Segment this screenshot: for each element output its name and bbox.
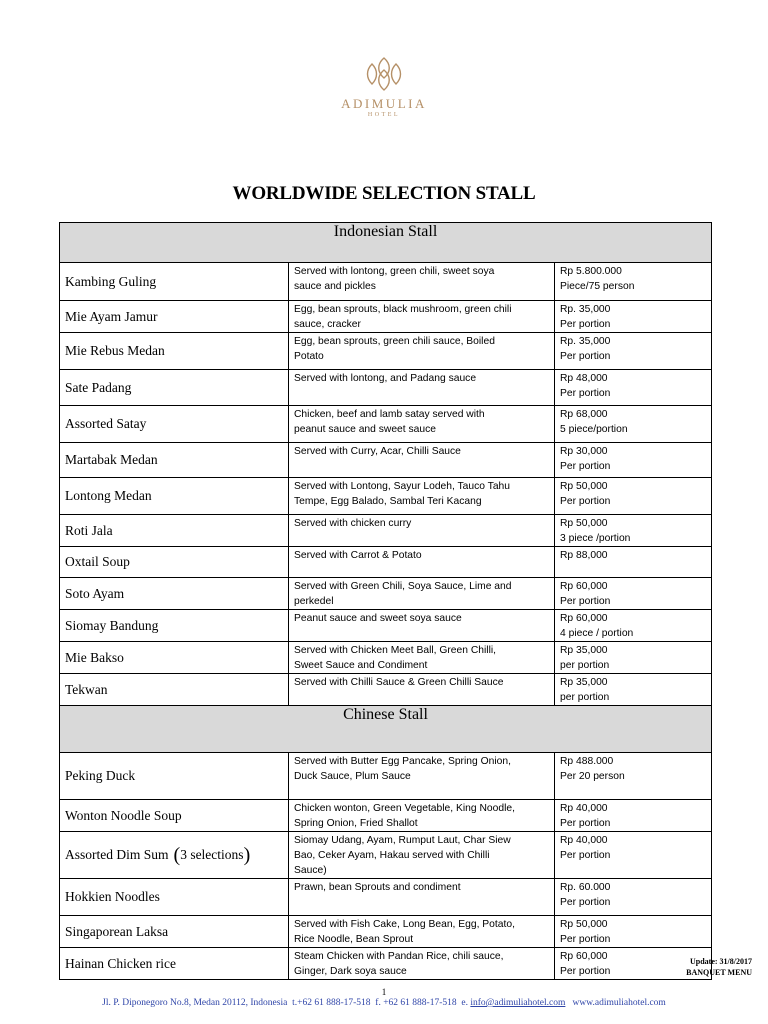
- dish-price-line: Per portion: [560, 897, 611, 908]
- dish-description: [289, 832, 555, 879]
- dish-description-line: peanut sauce and sweet sauce: [294, 424, 436, 435]
- document-type: BANQUET MENU: [686, 968, 752, 977]
- section-header-row: [60, 223, 712, 263]
- dish-price: [555, 333, 712, 370]
- dish-name: [60, 547, 289, 578]
- dish-description-line: Served with Chicken Meet Ball, Green Chilli,: [294, 645, 497, 656]
- dish-price-line: Rp 50,000: [560, 481, 608, 492]
- dish-name: [60, 610, 289, 642]
- dish-price-line: Per portion: [560, 496, 611, 507]
- dish-description: [289, 478, 555, 515]
- dish-price: [555, 674, 712, 706]
- dish-description-line: Spring Onion, Fried Shallot: [294, 818, 418, 829]
- dish-description-line: Served with Green Chili, Soya Sauce, Lime and: [294, 581, 512, 592]
- dish-price: [555, 301, 712, 333]
- dish-name: [60, 753, 289, 800]
- dish-name-text: Wonton Noodle Soup: [65, 807, 182, 823]
- dish-price-line: Rp. 35,000: [560, 304, 611, 315]
- menu-item-row: [60, 674, 712, 706]
- dish-name-text: Mie Bakso: [65, 649, 124, 665]
- dish-price-line: Per portion: [560, 966, 611, 977]
- dish-description: [289, 879, 555, 916]
- dish-price-line: Rp 5.800.000: [560, 266, 622, 277]
- dish-description-line: Bao, Ceker Ayam, Hakau served with Chilli: [294, 850, 490, 861]
- dish-description-line: Served with lontong, green chili, sweet soya: [294, 266, 495, 277]
- dish-name: [60, 642, 289, 674]
- dish-name-text: Lontong Medan: [65, 488, 152, 503]
- dish-price-line: Rp 60,000: [560, 613, 608, 624]
- menu-item-row: [60, 642, 712, 674]
- dish-description-line: Sweet Sauce and Condiment: [294, 660, 428, 671]
- menu-item-row: [60, 263, 712, 301]
- dish-price-line: Rp. 60.000: [560, 882, 611, 893]
- dish-name-text: Martabak Medan: [65, 452, 158, 467]
- dish-name-text: Sate Padang: [65, 379, 132, 395]
- dish-description: [289, 948, 555, 980]
- dish-description: [289, 547, 555, 578]
- menu-item-row: [60, 478, 712, 515]
- dish-price: [555, 642, 712, 674]
- dish-description: [289, 800, 555, 832]
- dish-price-line: 4 piece / portion: [560, 628, 634, 639]
- menu-item-row: [60, 879, 712, 916]
- dish-price-line: Per portion: [560, 596, 611, 607]
- dish-price-line: Rp 30,000: [560, 446, 608, 457]
- dish-description-line: Duck Sauce, Plum Sauce: [294, 771, 411, 782]
- dish-description: [289, 515, 555, 547]
- footer-website-link[interactable]: www.adimuliahotel.com: [572, 998, 666, 1008]
- section-title: Chinese Stall: [60, 706, 712, 753]
- dish-price: [555, 478, 712, 515]
- dish-description: [289, 674, 555, 706]
- hotel-logo: [334, 54, 434, 118]
- dish-name: [60, 515, 289, 547]
- page-number: 1: [381, 987, 387, 997]
- dish-name-extra: (3 selections): [168, 844, 251, 866]
- dish-price: [555, 879, 712, 916]
- dish-description-line: Served with chicken curry: [294, 518, 412, 529]
- dish-description-line: Egg, bean sprouts, black mushroom, green chili: [294, 304, 512, 315]
- dish-price-line: per portion: [560, 660, 610, 671]
- dish-name-text: Mie Ayam Jamur: [65, 308, 158, 324]
- dish-name-text: Peking Duck: [65, 768, 136, 783]
- dish-price-line: per portion: [560, 692, 610, 703]
- dish-price-line: Rp 48,000: [560, 373, 608, 384]
- dish-price: [555, 515, 712, 547]
- dish-description-line: Peanut sauce and sweet soya sauce: [294, 613, 462, 624]
- dish-description: [289, 916, 555, 948]
- dish-price: [555, 916, 712, 948]
- dish-price: [555, 370, 712, 406]
- dish-description-line: Tempe, Egg Balado, Sambal Teri Kacang: [294, 496, 482, 507]
- dish-name-text: Soto Ayam: [65, 585, 125, 601]
- dish-description-line: Served with Butter Egg Pancake, Spring Onion,: [294, 756, 511, 767]
- dish-description: [289, 370, 555, 406]
- dish-price: [555, 547, 712, 578]
- dish-name: [60, 800, 289, 832]
- footer: [0, 998, 768, 1008]
- dish-description: [289, 642, 555, 674]
- dish-name: [60, 832, 289, 879]
- dish-price-line: Rp. 35,000: [560, 336, 611, 347]
- dish-description-line: Siomay Udang, Ayam, Rumput Laut, Char Siew: [294, 835, 511, 846]
- dish-description-line: Sauce): [294, 865, 327, 876]
- menu-item-row: [60, 370, 712, 406]
- dish-name-text: Assorted Satay: [65, 416, 147, 431]
- footer-address: Jl. P. Diponegoro No.8, Medan 20112, Indonesia: [102, 998, 288, 1008]
- footer-phone: t.+62 61 888-17-518: [292, 998, 371, 1008]
- dish-name-text: Mie Rebus Medan: [65, 343, 165, 358]
- dish-name-text: Hokkien Noodles: [65, 889, 160, 904]
- dish-name: [60, 879, 289, 916]
- dish-price-line: Rp 88,000: [560, 550, 608, 561]
- dish-description-line: Prawn, bean Sprouts and condiment: [294, 882, 461, 893]
- dish-price-line: Rp 35,000: [560, 645, 608, 656]
- dish-description-line: Egg, bean sprouts, green chili sauce, Boiled: [294, 336, 495, 347]
- dish-price: [555, 800, 712, 832]
- page-title: WORLDWIDE SELECTION STALL: [232, 183, 536, 204]
- brand-subtitle: HOTEL: [367, 112, 401, 118]
- dish-description-line: Ginger, Dark soya sauce: [294, 966, 407, 977]
- dish-description-line: Chicken wonton, Green Vegetable, King Noodle,: [294, 803, 515, 814]
- dish-price-line: Per portion: [560, 934, 611, 945]
- section-header-row: [60, 706, 712, 753]
- dish-price-line: 5 piece/portion: [560, 424, 628, 435]
- dish-price-line: Piece/75 person: [560, 281, 635, 292]
- dish-name-text: Singaporean Laksa: [65, 923, 169, 939]
- footer-fax: f. +62 61 888-17-518: [375, 998, 457, 1008]
- menu-item-row: [60, 832, 712, 879]
- dish-description: [289, 301, 555, 333]
- dish-price-line: Per portion: [560, 461, 611, 472]
- menu-item-row: [60, 578, 712, 610]
- dish-price-line: Per 20 person: [560, 771, 625, 782]
- menu-item-row: [60, 916, 712, 948]
- dish-name: [60, 301, 289, 333]
- footer-email-prefix: e.: [461, 998, 468, 1008]
- dish-price-line: Rp 60,000: [560, 581, 608, 592]
- dish-price-line: 3 piece /portion: [560, 533, 631, 544]
- dish-price: [555, 753, 712, 800]
- dish-description: [289, 753, 555, 800]
- footer-email-link[interactable]: info@adimuliahotel.com: [470, 998, 566, 1008]
- dish-description: [289, 333, 555, 370]
- menu-item-row: [60, 301, 712, 333]
- menu-table: [59, 222, 712, 980]
- dish-description-line: Served with Chilli Sauce & Green Chilli Sauce: [294, 677, 504, 688]
- dish-description-line: Served with Lontong, Sayur Lodeh, Tauco Tahu: [294, 481, 511, 492]
- dish-name: [60, 674, 289, 706]
- dish-price-line: Per portion: [560, 351, 611, 362]
- dish-description: [289, 578, 555, 610]
- update-note: [686, 956, 752, 978]
- dish-description-line: sauce and pickles: [294, 281, 376, 292]
- dish-name-text: Hainan Chicken rice: [65, 955, 176, 971]
- section-title: Indonesian Stall: [60, 223, 712, 263]
- menu-item-row: [60, 610, 712, 642]
- dish-price: [555, 610, 712, 642]
- dish-description-line: sauce, cracker: [294, 319, 361, 330]
- dish-description-line: Served with Curry, Acar, Chilli Sauce: [294, 446, 461, 457]
- dish-name-text: Oxtail Soup: [65, 554, 130, 569]
- menu-item-row: [60, 333, 712, 370]
- dish-price-line: Per portion: [560, 388, 611, 399]
- dish-price-line: Per portion: [560, 850, 611, 861]
- dish-price: [555, 578, 712, 610]
- menu-item-row: [60, 406, 712, 443]
- update-date: : 31/8/2017: [714, 957, 752, 966]
- dish-name-text: Kambing Guling: [65, 273, 157, 289]
- menu-item-row: [60, 443, 712, 478]
- dish-price-line: Rp 50,000: [560, 518, 608, 529]
- lotus-logo-icon: [361, 54, 407, 94]
- dish-description-line: Steam Chicken with Pandan Rice, chili sauce,: [294, 951, 504, 962]
- dish-name-text: Roti Jala: [65, 522, 113, 538]
- dish-description-line: perkedel: [294, 596, 334, 607]
- dish-price-line: Per portion: [560, 319, 611, 330]
- dish-name: [60, 370, 289, 406]
- dish-price: [555, 832, 712, 879]
- dish-description: [289, 610, 555, 642]
- menu-item-row: [60, 800, 712, 832]
- dish-price-line: Rp 60,000: [560, 951, 608, 962]
- dish-name: [60, 578, 289, 610]
- dish-price-line: Rp 50,000: [560, 919, 608, 930]
- dish-name: [60, 948, 289, 980]
- dish-name: [60, 916, 289, 948]
- dish-name: [60, 443, 289, 478]
- dish-description-line: Chicken, beef and lamb satay served with: [294, 409, 485, 420]
- dish-name: [60, 333, 289, 370]
- dish-description: [289, 443, 555, 478]
- menu-item-row: [60, 515, 712, 547]
- menu-item-row: [60, 547, 712, 578]
- dish-name-text: Assorted Dim Sum: [65, 847, 169, 862]
- dish-name: [60, 478, 289, 515]
- dish-price-line: Rp 35,000: [560, 677, 608, 688]
- dish-price-line: Rp 40,000: [560, 835, 608, 846]
- dish-description: [289, 263, 555, 301]
- update-label: Update: [690, 957, 715, 966]
- menu-item-row: [60, 948, 712, 980]
- dish-description-line: Served with Carrot & Potato: [294, 550, 422, 561]
- brand-name: ADIMULIA: [341, 96, 427, 111]
- dish-description-line: Potato: [294, 351, 324, 362]
- dish-price-line: Rp 68,000: [560, 409, 608, 420]
- dish-price: [555, 263, 712, 301]
- dish-price-line: Rp 488.000: [560, 756, 614, 767]
- menu-item-row: [60, 753, 712, 800]
- dish-price: [555, 406, 712, 443]
- dish-name-text: Siomay Bandung: [65, 617, 159, 633]
- dish-name: [60, 263, 289, 301]
- dish-price-line: Per portion: [560, 818, 611, 829]
- dish-name-extra-text: 3 selections: [180, 847, 244, 862]
- dish-description-line: Served with lontong, and Padang sauce: [294, 373, 477, 384]
- dish-name: [60, 406, 289, 443]
- dish-description: [289, 406, 555, 443]
- dish-price: [555, 443, 712, 478]
- dish-description-line: Served with Fish Cake, Long Bean, Egg, Potato,: [294, 919, 515, 930]
- dish-description-line: Rice Noodle, Bean Sprout: [294, 934, 414, 945]
- dish-price-line: Rp 40,000: [560, 803, 608, 814]
- dish-name-text: Tekwan: [65, 681, 108, 697]
